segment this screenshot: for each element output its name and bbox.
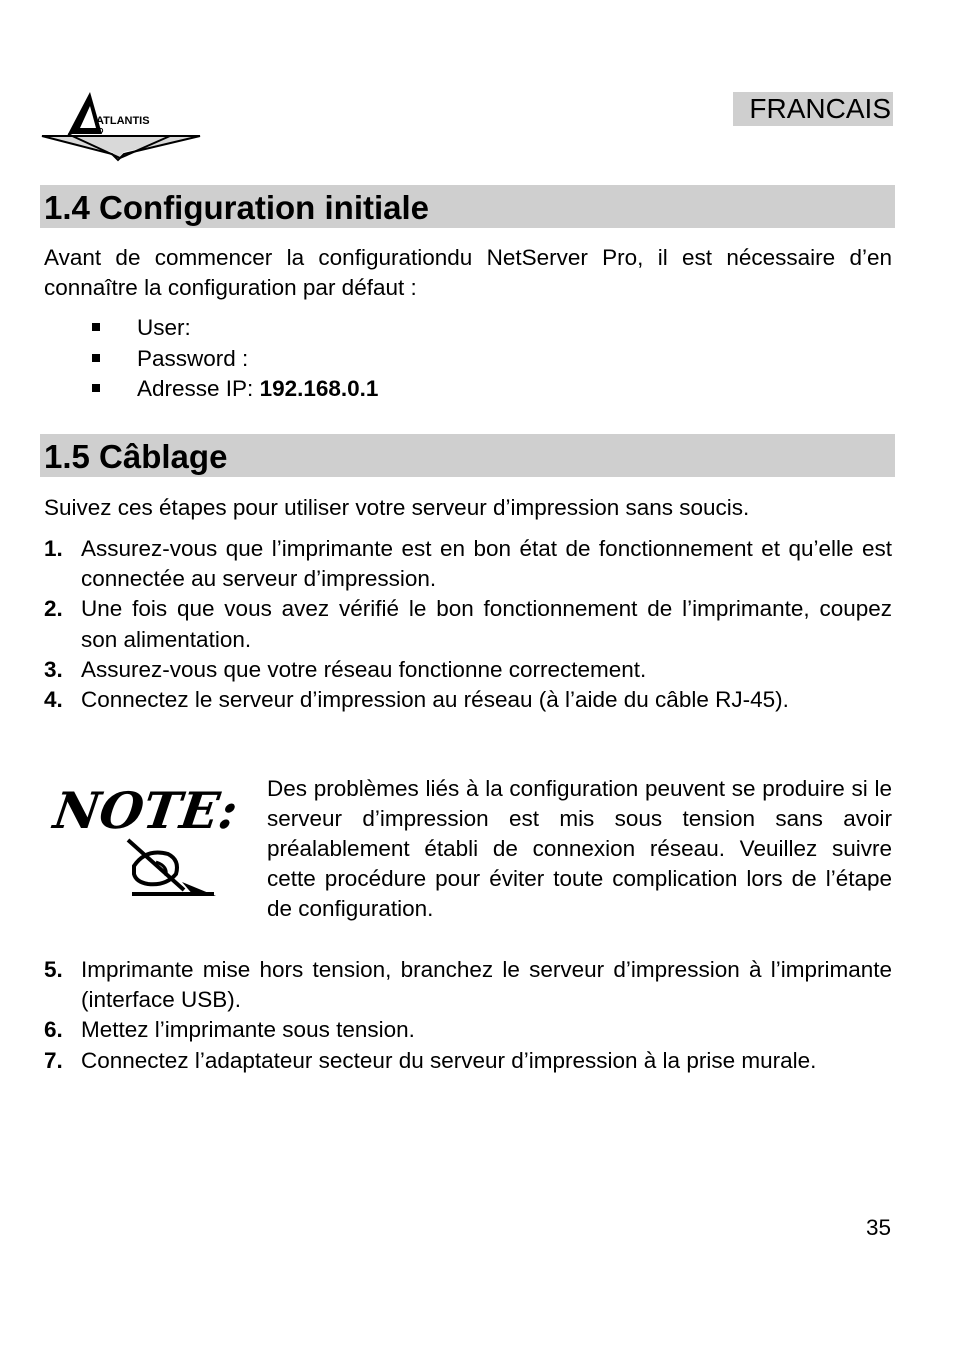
step-number: 1.	[44, 536, 63, 561]
step-text: Assurez-vous que l’imprimante est en bon état de fonctionnement et qu’elle est connectée au serveur d’impression.	[81, 536, 892, 592]
step-text: Imprimante mise hors tension, branchez le serveur d’impression à l’imprimante (interface USB).	[81, 957, 892, 1013]
list-item	[44, 955, 892, 1015]
user-label: User:	[137, 315, 191, 340]
note-illustration	[50, 770, 242, 905]
ip-value: 192.168.0.1	[259, 376, 379, 401]
section-1-5-intro: Suivez ces étapes pour utiliser votre serveur d’impression sans soucis.	[44, 495, 750, 520]
page-number: 35	[866, 1215, 892, 1240]
step-text: Une fois que vous avez vérifié le bon fonctionnement de l’imprimante, coupez son alimentation.	[81, 596, 892, 652]
section-title-1-5: 1.5 Câblage	[40, 434, 895, 477]
note-label: NOTE:	[50, 781, 242, 840]
step-number: 5.	[44, 957, 63, 982]
step-text: Connectez l’adaptateur secteur du serveur d’impression à la prise murale.	[81, 1047, 817, 1073]
section-1-4-intro: Avant de commencer la configurationdu NetServer Pro, il est nécessaire d’en connaître la configuration par défaut :	[44, 245, 892, 300]
logo-subtext: LAND	[84, 128, 104, 135]
step-text: Assurez-vous que votre réseau fonctionne correctement.	[81, 656, 647, 682]
step-number: 4.	[44, 687, 63, 713]
step-text: Connectez le serveur d’impression au réseau (à l’aide du câble RJ-45).	[81, 687, 789, 713]
step-number: 6.	[44, 1017, 63, 1043]
step-text: Mettez l’imprimante sous tension.	[81, 1017, 415, 1043]
logo-text: ATLANTIS	[96, 115, 150, 127]
list-item	[44, 594, 892, 654]
list-item	[44, 655, 892, 685]
step-number: 3.	[44, 656, 63, 682]
bullet-square-icon	[92, 384, 100, 392]
steps-list-a	[44, 534, 892, 715]
password-label: Password :	[137, 345, 249, 371]
atlantis-land-logo	[40, 88, 205, 163]
language-label: FRANCAIS	[733, 92, 893, 126]
step-number: 2.	[44, 596, 63, 622]
list-item	[44, 1015, 892, 1045]
list-item	[44, 1046, 892, 1076]
list-item	[44, 685, 892, 715]
bullet-square-icon	[92, 323, 100, 331]
note-pen-icon	[50, 770, 242, 905]
step-number: 7.	[44, 1047, 63, 1073]
note-text: Des problèmes liés à la configuration peuvent se produire si le serveur d’impression est mis sous tension sans avoir préalablement établi de connexion réseau. Veuillez suivre cette procédure pour éviter toute complication lors de l’étape de configuration.	[267, 776, 892, 921]
ip-label: Adresse IP:	[137, 376, 260, 401]
bullet-square-icon	[92, 354, 100, 362]
steps-list-b	[44, 955, 892, 1076]
section-title-1-4: 1.4 Configuration initiale	[40, 185, 895, 228]
atlantis-logo-icon	[40, 88, 205, 163]
list-item	[44, 534, 892, 594]
